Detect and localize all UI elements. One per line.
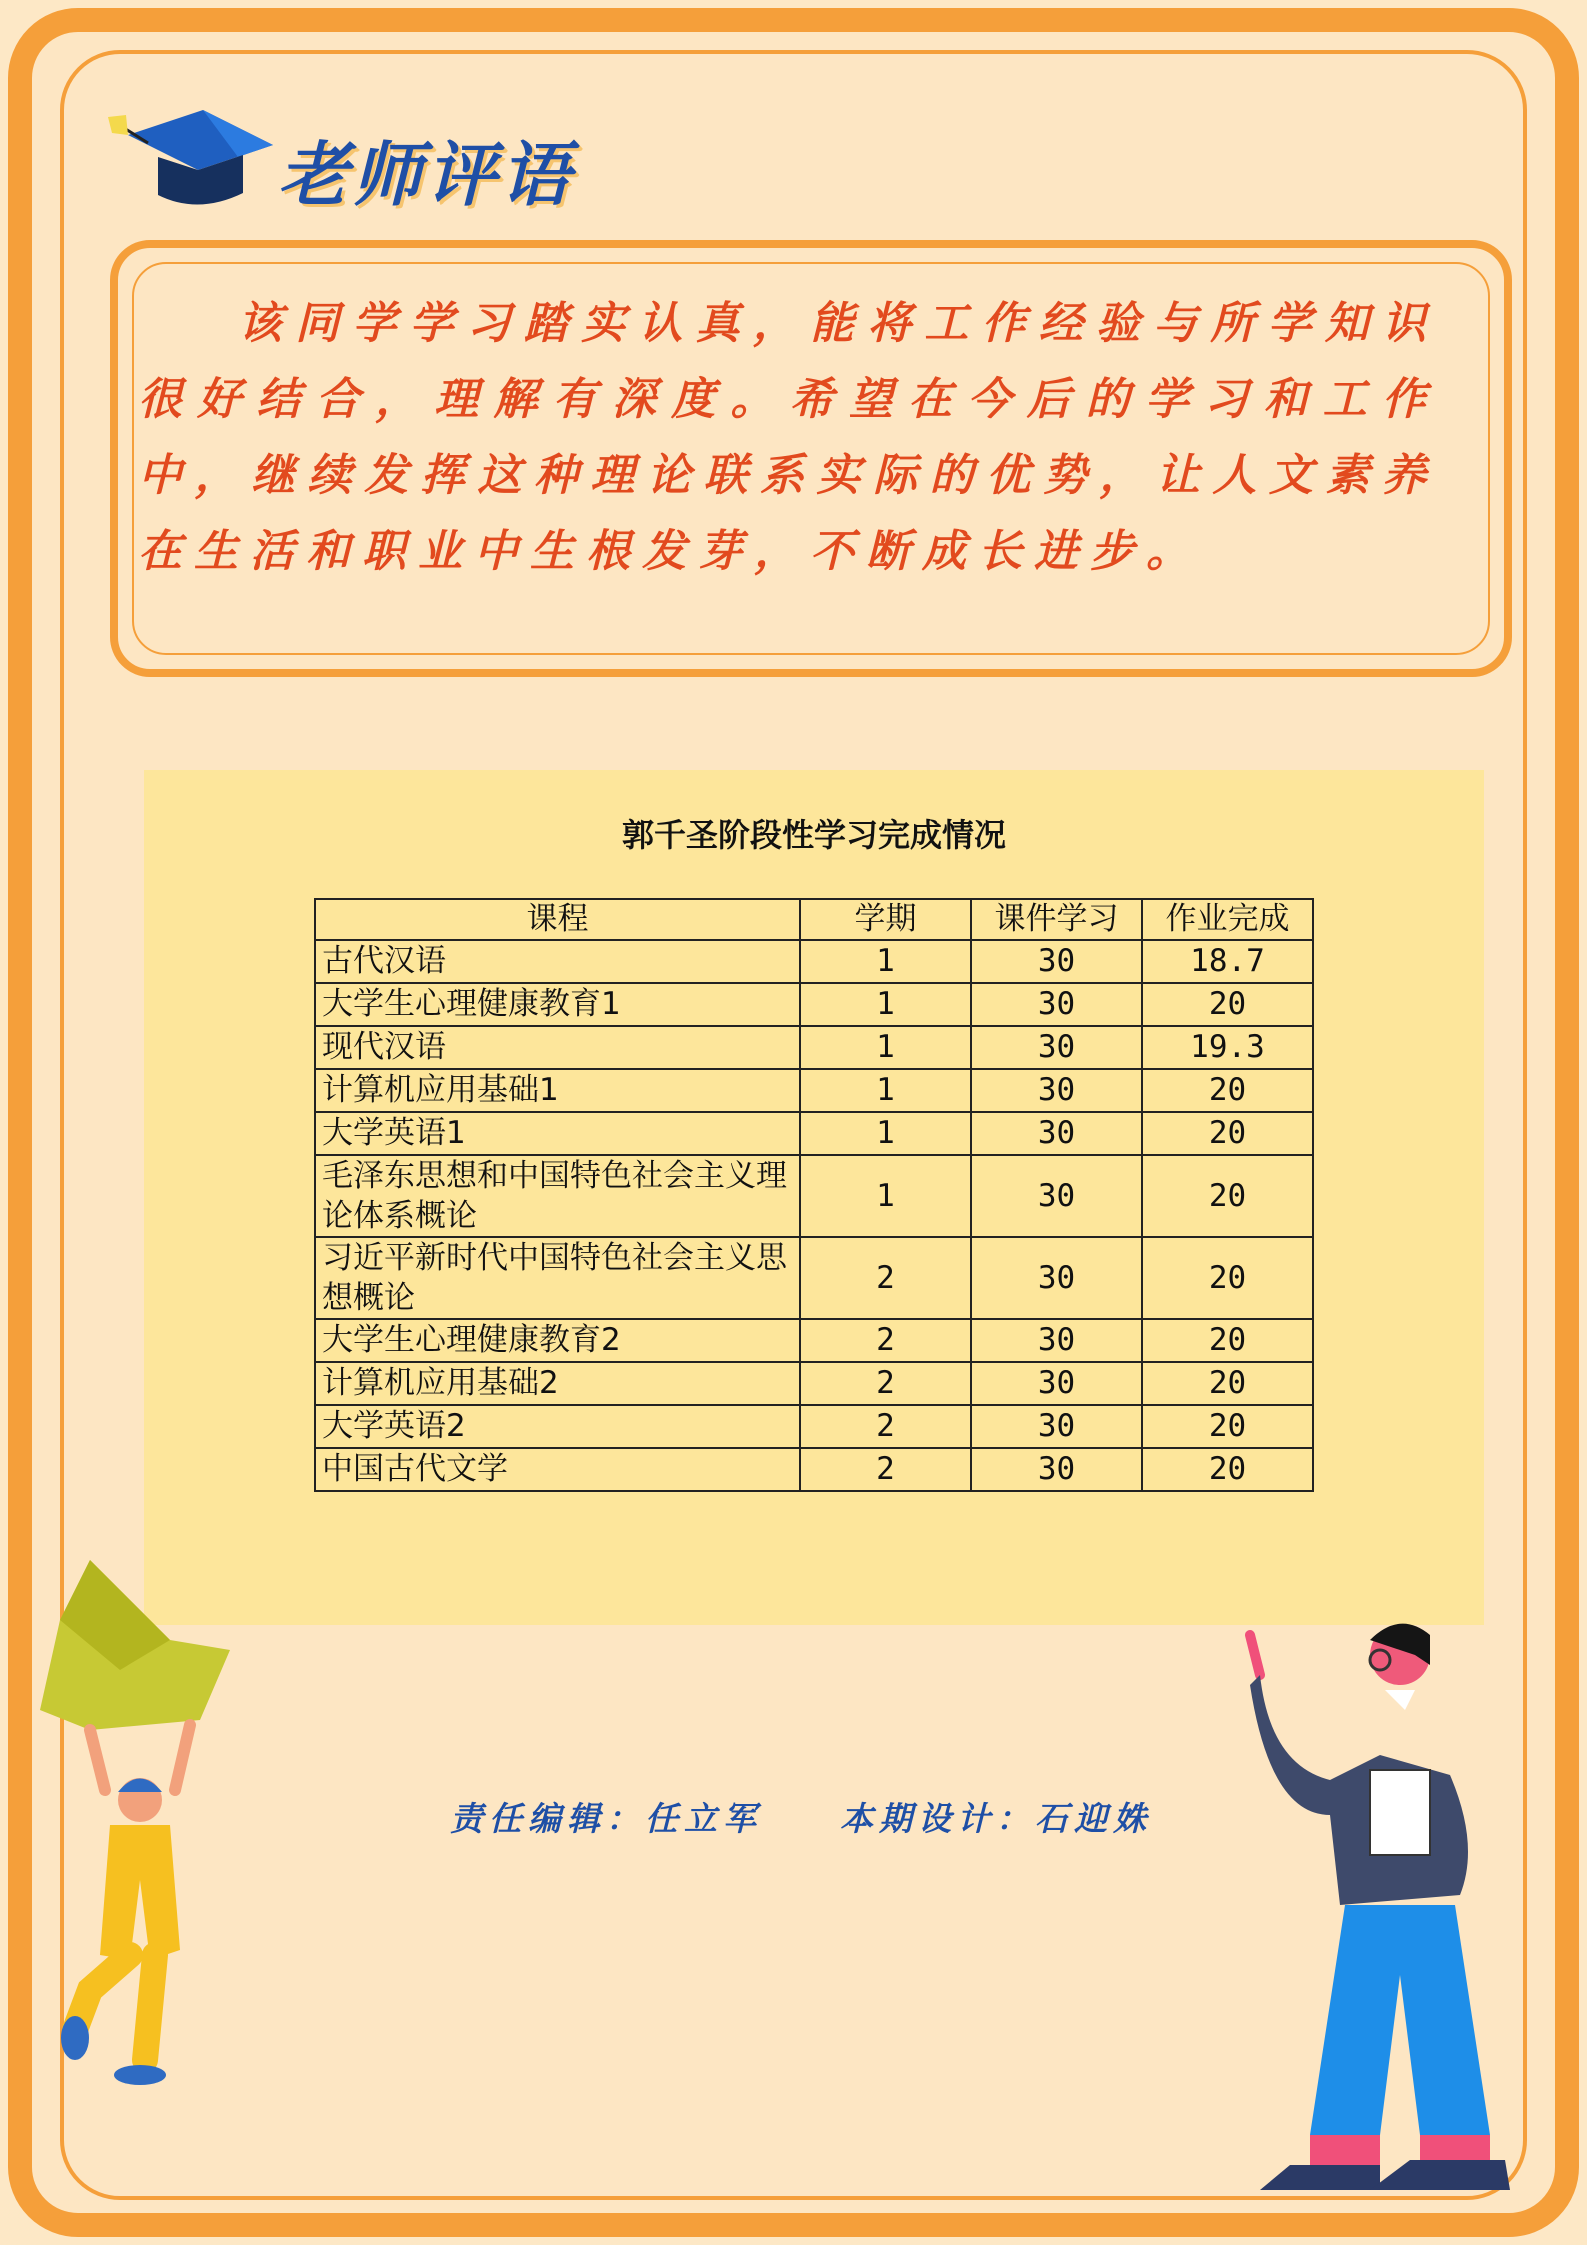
header-courseware: 课件学习 [971, 899, 1142, 940]
homework-cell: 20 [1142, 1319, 1313, 1362]
homework-cell: 20 [1142, 1362, 1313, 1405]
course-cell: 毛泽东思想和中国特色社会主义理论体系概论 [315, 1155, 800, 1237]
course-cell: 大学生心理健康教育2 [315, 1319, 800, 1362]
courseware-cell: 30 [971, 1448, 1142, 1491]
header-homework: 作业完成 [1142, 899, 1313, 940]
table-row [315, 1362, 1313, 1405]
term-cell: 1 [800, 940, 971, 983]
course-cell: 计算机应用基础1 [315, 1069, 800, 1112]
homework-cell: 18.7 [1142, 940, 1313, 983]
courseware-cell: 30 [971, 1237, 1142, 1319]
table-row [315, 983, 1313, 1026]
table-row [315, 1319, 1313, 1362]
homework-cell: 20 [1142, 1069, 1313, 1112]
table-title: 郭千圣阶段性学习完成情况 [621, 816, 1006, 854]
term-cell: 1 [800, 1155, 971, 1237]
header-term: 学期 [800, 899, 971, 940]
courseware-cell: 30 [971, 1155, 1142, 1237]
student-illustration [30, 1560, 250, 2100]
term-cell: 1 [800, 983, 971, 1026]
table-header-row [315, 899, 1313, 940]
table-row [315, 1112, 1313, 1155]
homework-cell: 19.3 [1142, 1026, 1313, 1069]
course-cell: 古代汉语 [315, 940, 800, 983]
course-cell: 大学英语1 [315, 1112, 800, 1155]
term-cell: 2 [800, 1405, 971, 1448]
course-cell: 计算机应用基础2 [315, 1362, 800, 1405]
term-cell: 1 [800, 1026, 971, 1069]
courseware-cell: 30 [971, 1026, 1142, 1069]
term-cell: 1 [800, 1069, 971, 1112]
section-header [108, 105, 708, 215]
courseware-cell: 30 [971, 940, 1142, 983]
table-row [315, 1405, 1313, 1448]
table-row [315, 1069, 1313, 1112]
course-cell: 大学生心理健康教育1 [315, 983, 800, 1026]
courseware-cell: 30 [971, 1319, 1142, 1362]
table-row [315, 1155, 1313, 1237]
term-cell: 2 [800, 1319, 971, 1362]
term-cell: 2 [800, 1362, 971, 1405]
homework-cell: 20 [1142, 1448, 1313, 1491]
homework-cell: 20 [1142, 1112, 1313, 1155]
course-cell: 现代汉语 [315, 1026, 800, 1069]
progress-panel [144, 770, 1484, 1625]
table-body [315, 940, 1313, 1491]
table-row [315, 1237, 1313, 1319]
header-course: 课程 [315, 899, 800, 940]
progress-table [314, 898, 1314, 1492]
table-row [315, 940, 1313, 983]
term-cell: 2 [800, 1448, 971, 1491]
section-title: 老师评语 [278, 133, 574, 216]
teacher-comment-box [110, 240, 1512, 677]
courseware-cell: 30 [971, 1405, 1142, 1448]
term-cell: 2 [800, 1237, 971, 1319]
homework-cell: 20 [1142, 983, 1313, 1026]
course-cell: 中国古代文学 [315, 1448, 800, 1491]
course-cell: 大学英语2 [315, 1405, 800, 1448]
homework-cell: 20 [1142, 1155, 1313, 1237]
designer-credit: 本期设计：石迎姝 [840, 1799, 1152, 1838]
teacher-illustration [1220, 1615, 1520, 2205]
editor-credit: 责任编辑：任立军 [450, 1799, 762, 1838]
courseware-cell: 30 [971, 1112, 1142, 1155]
courseware-cell: 30 [971, 983, 1142, 1026]
course-cell: 习近平新时代中国特色社会主义思想概论 [315, 1237, 800, 1319]
courseware-cell: 30 [971, 1069, 1142, 1112]
homework-cell: 20 [1142, 1405, 1313, 1448]
table-row [315, 1448, 1313, 1491]
courseware-cell: 30 [971, 1362, 1142, 1405]
table-row [315, 1026, 1313, 1069]
graduation-cap-icon [108, 105, 278, 215]
teacher-comment-text: 该同学学习踏实认真，能将工作经验与所学知识很好结合，理解有深度。希望在今后的学习和工作中，继续发挥这种理论联系实际的优势，让人文素养在生活和职业中生根发芽，不断成长进步。 [138, 298, 1438, 577]
homework-cell: 20 [1142, 1237, 1313, 1319]
term-cell: 1 [800, 1112, 971, 1155]
